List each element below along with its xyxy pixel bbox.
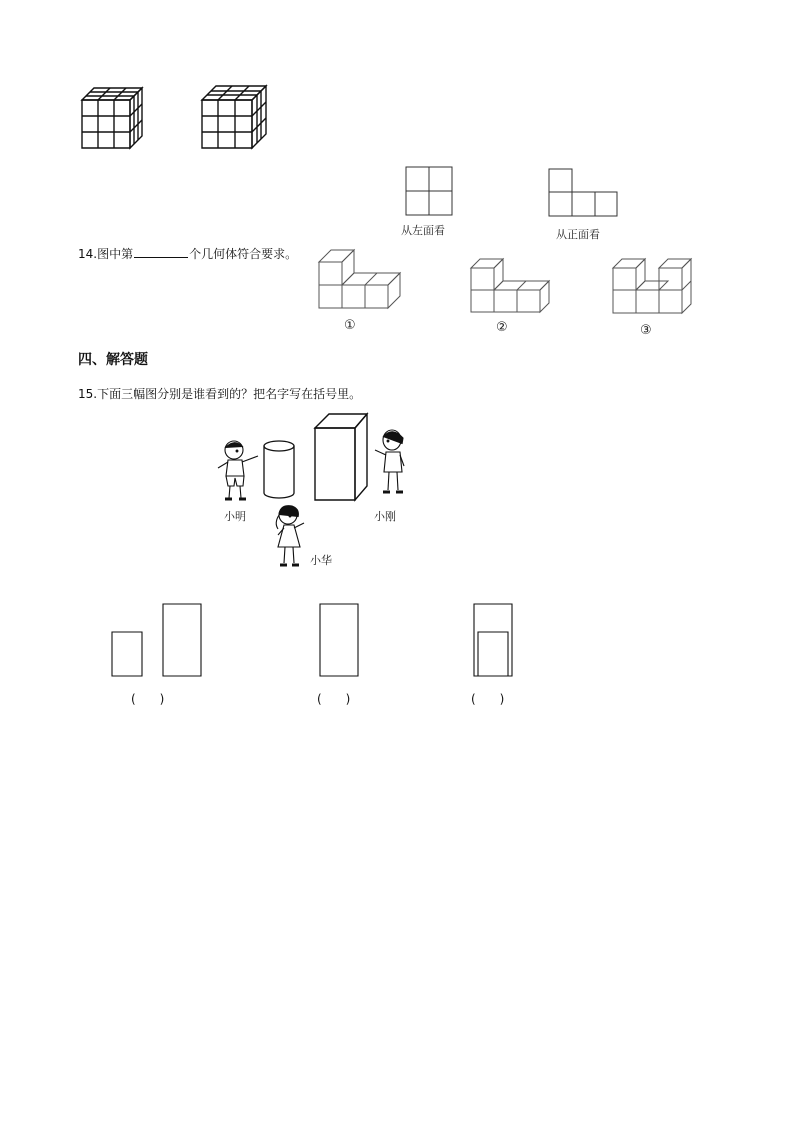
view-a-diagram: [110, 602, 204, 678]
question-14: [78, 245, 297, 262]
view-c-diagram: [472, 602, 514, 678]
solid-option-1: [318, 246, 408, 310]
cuboid-figure: [313, 412, 369, 502]
option-3-label: ③: [640, 323, 652, 338]
solid-option-3: [612, 254, 700, 316]
girl-xiaohua-figure: [270, 505, 310, 571]
name-xiaohua: 小华: [310, 554, 332, 567]
front-view-diagram: [548, 168, 618, 218]
option-1-label: ①: [344, 318, 356, 333]
option-2-label: ②: [496, 320, 508, 335]
view-b-diagram: [318, 602, 360, 678]
left-view-diagram: [405, 166, 453, 216]
boy-xiaoming-figure: [212, 440, 262, 504]
cylinder-figure: [262, 439, 296, 501]
kid-xiaogang-figure: [372, 428, 410, 500]
cube-3x3-left-figure: [80, 84, 144, 150]
left-view-caption: 从左面看: [401, 224, 445, 237]
question-14-suffix: 个几何体符合要求。: [189, 247, 298, 261]
answer-paren-b[interactable]: ( ): [317, 692, 351, 706]
answer-paren-a[interactable]: ( ): [131, 692, 165, 706]
cube-3x3-right-figure: [200, 82, 270, 150]
answer-blank[interactable]: [134, 247, 188, 258]
name-xiaogang: 小刚: [374, 510, 396, 523]
question-15: 15.下面三幅图分别是谁看到的？把名字写在括号里。: [78, 387, 362, 401]
front-view-caption: 从正面看: [556, 228, 600, 241]
section-title: 四、解答题: [78, 352, 148, 368]
name-xiaoming: 小明: [224, 510, 246, 523]
question-14-prefix: 14.图中第: [78, 247, 134, 261]
solid-option-2: [470, 258, 556, 314]
answer-paren-c[interactable]: ( ): [471, 692, 505, 706]
